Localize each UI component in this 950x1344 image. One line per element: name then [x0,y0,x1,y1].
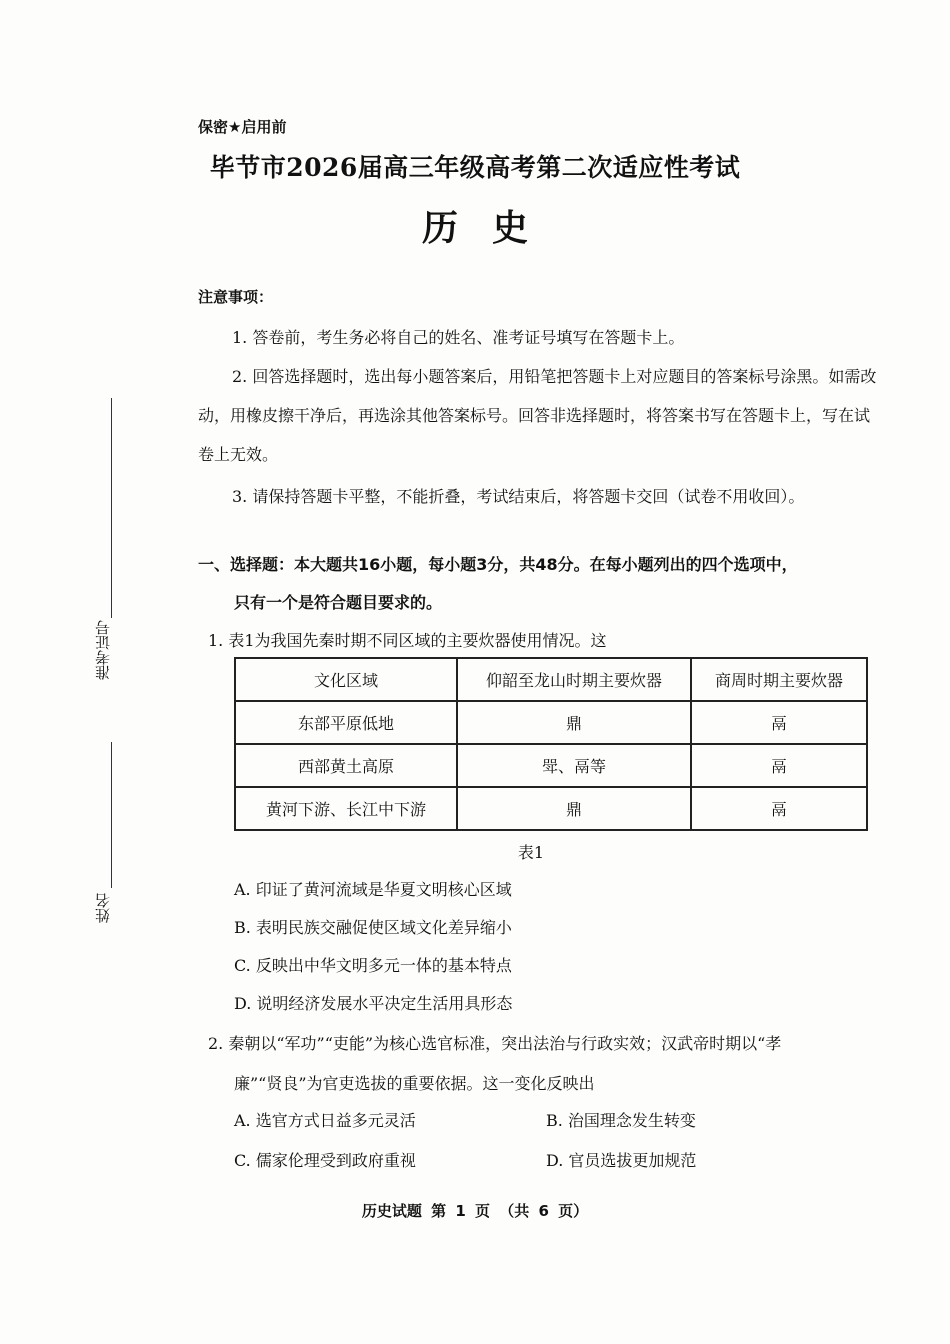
question-1-stem: 1. 表1为我国先秦时期不同区域的主要炊器使用情况。这 [208,631,607,650]
table-cell: 鼎 [457,787,691,830]
table-cell: 黄河下游、长江中下游 [235,787,457,830]
table-cell: 鼎 [457,701,691,744]
table-1 [234,657,868,831]
section-1-line2: 只有一个是符合题目要求的。 [234,593,443,612]
exam-title: 毕节市2026届高三年级高考第二次适应性考试 [209,153,741,182]
name-label: 姓名 [94,893,112,923]
table-row [235,787,867,830]
table-header-cell: 商周时期主要炊器 [691,658,867,701]
q2-option-a: A. 选官方式日益多元灵活 [234,1111,416,1130]
q1-option-c: C. 反映出中华文明多元一体的基本特点 [234,956,512,975]
notes-heading: 注意事项： [198,288,274,306]
margin-line-middle [111,742,112,888]
note-2: 2. 回答选择题时，选出每小题答案后，用铅笔把答题卡上对应题目的答案标号涂黑。如需改动，用橡皮擦干净后，再选涂其他答案标号。回答非选择题时，将答案书写在答题卡上，写在试卷上无效。 [198,367,877,464]
page-footer: 历史试题 第 1 页 （共 6 页） [361,1202,589,1220]
secret-label: 保密★启用前 [198,118,287,136]
subject-title: 历史 [421,207,562,249]
table-caption: 表1 [517,843,545,862]
q2-option-b: B. 治国理念发生转变 [546,1111,696,1130]
q2-stem-line2: 廉”“贤良”为官吏选拔的重要依据。这一变化反映出 [234,1074,595,1093]
q1-option-a: A. 印证了黄河流域是华夏文明核心区域 [234,880,512,899]
q2-option-c: C. 儒家伦理受到政府重视 [234,1151,416,1170]
table-cell: 鬲 [691,744,867,787]
question-2-stem [208,1024,888,1104]
q2-option-d: D. 官员选拔更加规范 [546,1151,697,1170]
table-header-cell: 文化区域 [235,658,457,701]
q1-option-d: D. 说明经济发展水平决定生活用具形态 [234,994,513,1013]
section-1-line1: 一、选择题：本大题共16小题，每小题3分，共48分。在每小题列出的四个选项中， [198,555,798,574]
table-cell: 斝、鬲等 [457,744,691,787]
q2-stem-line1: 2. 秦朝以“军功”“吏能”为核心选官标准，突出法治与行政实效；汉武帝时期以“孝 [208,1034,782,1053]
note-1: 1. 答卷前，考生务必将自己的姓名、准考证号填写在答题卡上。 [232,328,685,347]
q1-option-b: B. 表明民族交融促使区域文化差异缩小 [234,918,512,937]
exam-id-label: 准考证号 [94,620,112,680]
note-3: 3. 请保持答题卡平整，不能折叠，考试结束后，将答题卡交回（试卷不用收回）。 [232,487,805,506]
table-cell: 鬲 [691,787,867,830]
table-header-row [235,658,867,701]
section-1-heading [198,546,883,622]
table-cell: 西部黄土高原 [235,744,457,787]
table-header-cell: 仰韶至龙山时期主要炊器 [457,658,691,701]
table-cell: 东部平原低地 [235,701,457,744]
table-row [235,744,867,787]
table-cell: 鬲 [691,701,867,744]
margin-line-top [111,398,112,618]
table-row [235,701,867,744]
